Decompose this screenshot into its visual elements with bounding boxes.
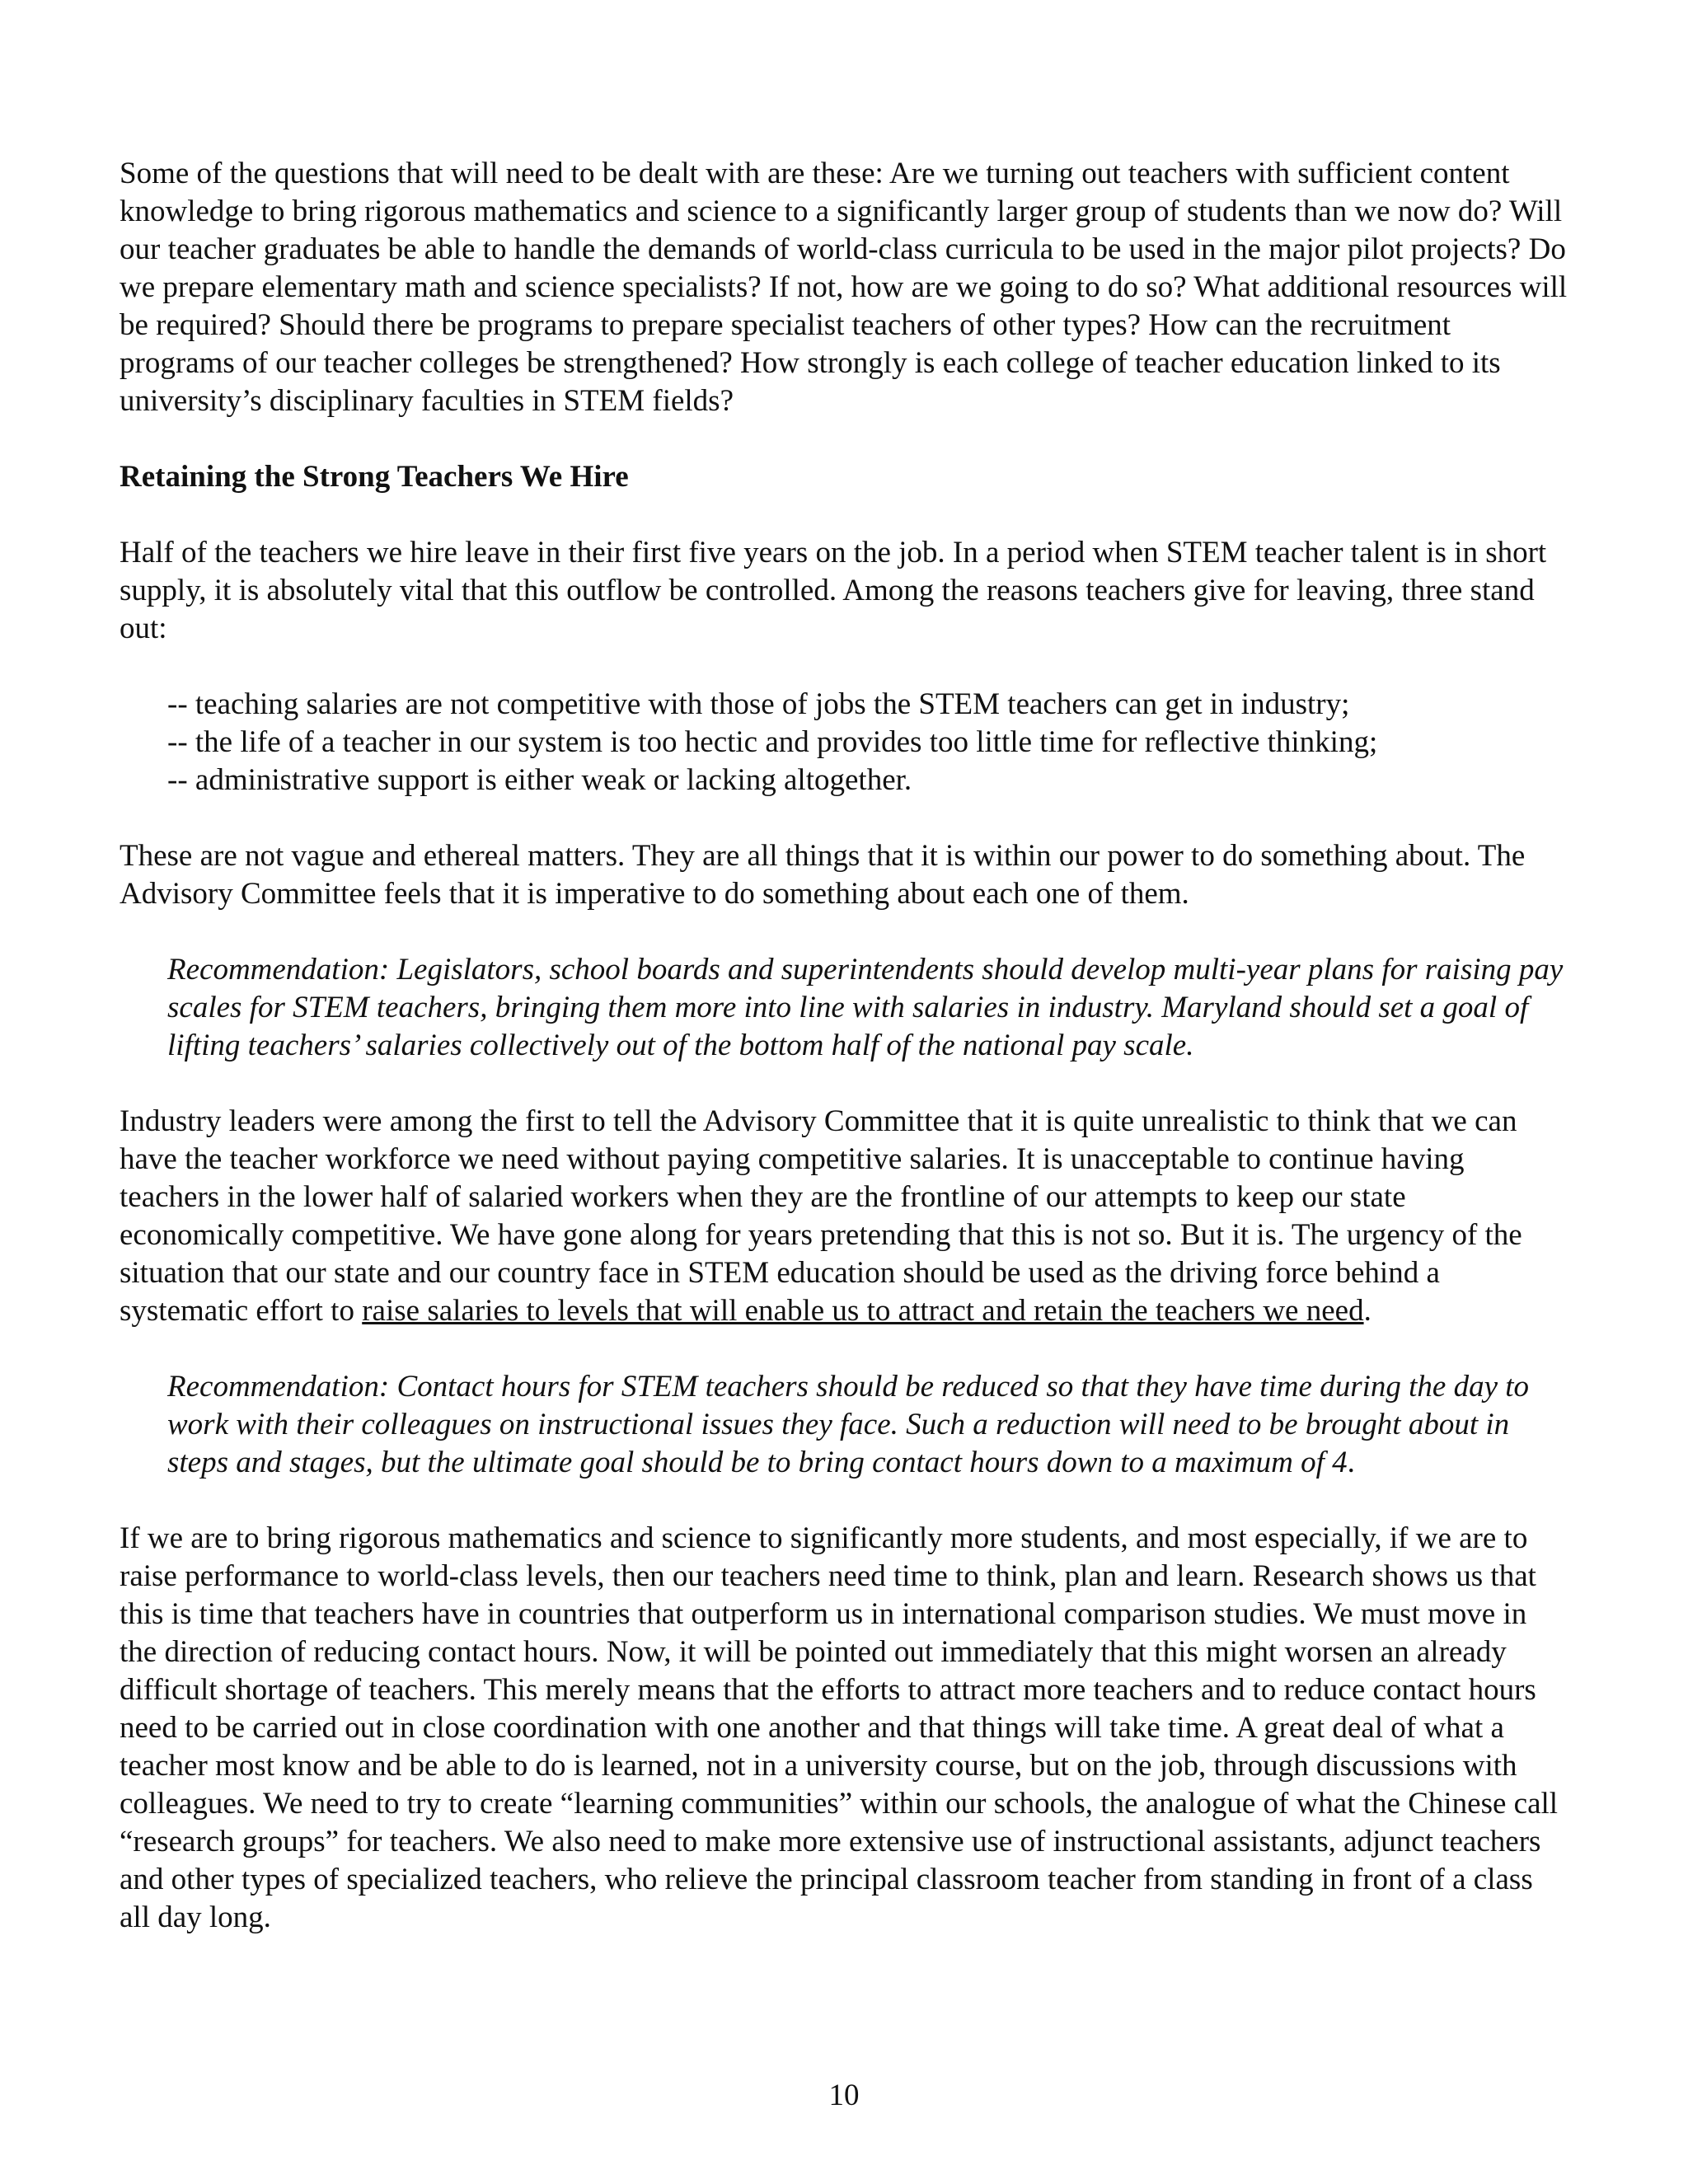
section-heading: Retaining the Strong Teachers We Hire	[120, 460, 629, 494]
paragraph-questions: Some of the questions that will need to be dealt with are these: Are we turning out teachers with sufficient content knowledge to bring rigorous mathematics and science to a significantly larger group of students than we now do? Will our teacher graduates be able to handle the demands of world-class curricula to be used in the major pilot projects? Do we prepare elementary math and science specialists? If not, how are we going to do so? What additional resources will be required? Should there be programs to prepare specialist teachers of other types? How can the recruitment programs of our teacher colleges be strengthened? How strongly is each college of teacher education linked to its university’s disciplinary faculties in STEM fields?	[120, 157, 1568, 418]
contact-hours-period: .	[1347, 1446, 1355, 1479]
recommendation-contact-hours	[120, 1368, 1570, 1482]
reason-item-hectic-life: -- the life of a teacher in our system is too hectic and provides too little time for reflective thinking;	[167, 725, 1378, 759]
paragraph-industry-leaders	[120, 1103, 1570, 1330]
contact-hours-text: Recommendation: Contact hours for STEM teachers should be reduced so that they have time during the day to work with their colleagues on instructional issues they face. Such a reduction will need to be brought about in steps and stages, but the ultimate goal should be to bring contact hours down to a maximum of 4	[167, 1370, 1530, 1479]
industry-leaders-text: Industry leaders were among the first to tell the Advisory Committee that it is quite unrealistic to think that we can have the teacher workforce we need without paying competitive salaries. It is unacceptable to continue having teachers in the lower half of salaried workers when they are the frontline of our attempts to keep our state economically competitive. We have gone along for years pretending that this is not so. But it is. The urgency of the situation that our state and our country face in STEM education should be used as the driving force behind a systematic effort to	[120, 1104, 1522, 1328]
reason-item-salaries: -- teaching salaries are not competitive with those of jobs the STEM teachers can get in industry;	[167, 687, 1350, 721]
industry-leaders-period: .	[1363, 1294, 1372, 1328]
page-number: 10	[828, 2079, 860, 2112]
paragraph-not-vague: These are not vague and ethereal matters. They are all things that it is within our power to do something about. The Advisory Committee feels that it is imperative to do something about each one of them.	[120, 839, 1526, 911]
document-page	[120, 155, 1570, 1975]
reasons-list	[120, 686, 1570, 799]
underlined-raise-salaries: raise salaries to levels that will enable us to attract and retain the teachers we need	[362, 1294, 1364, 1328]
paragraph-teacher-turnover: Half of the teachers we hire leave in their first five years on the job. In a period when STEM teacher talent is in short supply, it is absolutely vital that this outflow be controlled. Among the reasons teachers give for leaving, three stand out:	[120, 536, 1547, 645]
recommendation-pay-scales: Recommendation: Legislators, school boards and superintendents should develop multi-year plans for raising pay scales for STEM teachers, bringing them more into line with salaries in industry. Maryland should set a goal of lifting teachers’ salaries collectively out of the bottom half of the national pay scale.	[167, 953, 1564, 1062]
paragraph-rigorous-math: If we are to bring rigorous mathematics and science to significantly more students, and most especially, if we are to raise performance to world-class levels, then our teachers need time to think, plan and learn. Research shows us that this is time that teachers have in countries that outperform us in international comparison studies. We must move in the direction of reducing contact hours. Now, it will be pointed out immediately that this might worsen an already difficult shortage of teachers. This merely means that the efforts to attract more teachers and to reduce contact hours need to be carried out in close coordination with one another and that things will take time. A great deal of what a teacher most know and be able to do is learned, not in a university course, but on the job, through discussions with colleagues. We need to try to create “learning communities” within our schools, the analogue of what the Chinese call “research groups” for teachers. We also need to make more extensive use of instructional assistants, adjunct teachers and other types of specialized teachers, who relieve the principal classroom teacher from standing in front of a class all day long.	[120, 1521, 1559, 1934]
reason-item-admin-support: -- administrative support is either weak or lacking altogether.	[167, 763, 912, 797]
